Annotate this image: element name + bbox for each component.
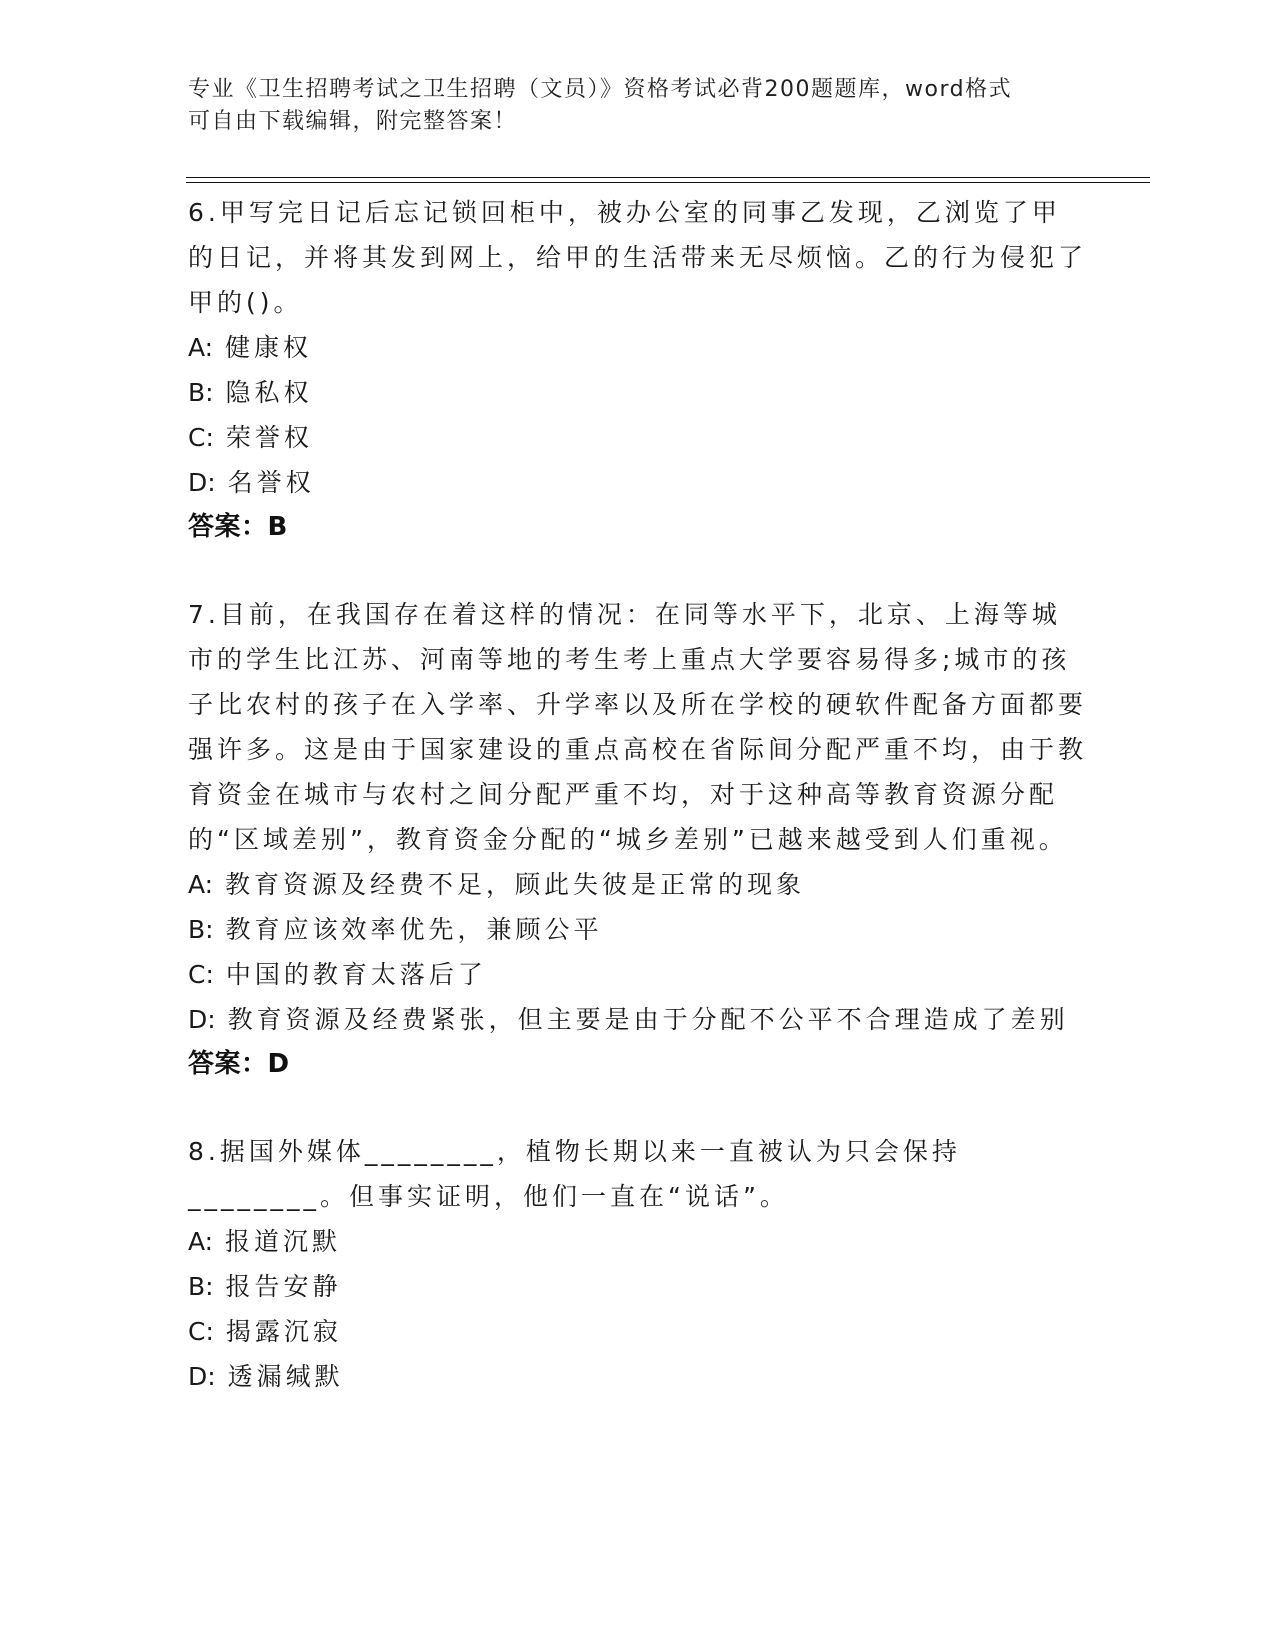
option-letter: A: bbox=[188, 333, 214, 362]
option-letter: C: bbox=[188, 960, 214, 989]
option-d bbox=[188, 997, 1088, 1042]
header-rule-top bbox=[186, 177, 1150, 178]
option-letter: C: bbox=[188, 1317, 214, 1346]
option-text: 教育资源及经费紧张，但主要是由于分配不公平不合理造成了差别 bbox=[227, 1005, 1069, 1034]
option-text: 隐私权 bbox=[225, 378, 313, 407]
question-gap bbox=[188, 1087, 1088, 1129]
option-a bbox=[188, 325, 1088, 370]
question-list bbox=[188, 190, 1088, 1399]
answer-label: 答案：B bbox=[188, 512, 288, 542]
option-text: 教育资源及经费不足，顾此失彼是正常的现象 bbox=[225, 870, 806, 899]
option-a bbox=[188, 862, 1088, 907]
option-letter: B: bbox=[188, 378, 214, 407]
option-letter: A: bbox=[188, 870, 214, 899]
option-d bbox=[188, 1354, 1088, 1399]
question-6 bbox=[188, 190, 1088, 550]
question-stem: 6.甲写完日记后忘记锁回柜中，被办公室的同事乙发现，乙浏览了甲的日记，并将其发到网上，给甲的生活带来无尽烦恼。乙的行为侵犯了甲的()。 bbox=[188, 198, 1088, 317]
option-letter: B: bbox=[188, 1272, 214, 1301]
question-gap bbox=[188, 550, 1088, 592]
option-text: 健康权 bbox=[225, 333, 313, 362]
option-letter: D: bbox=[188, 1362, 216, 1391]
question-stem: 8.据国外媒体________，植物长期以来一直被认为只会保持________。但事实证明，他们一直在“说话”。 bbox=[188, 1137, 961, 1211]
option-c bbox=[188, 952, 1088, 997]
option-letter: A: bbox=[188, 1227, 214, 1256]
option-b bbox=[188, 907, 1088, 952]
option-text: 透漏缄默 bbox=[227, 1362, 344, 1391]
question-stem: 7.目前，在我国存在着这样的情况：在同等水平下，北京、上海等城市的学生比江苏、河南等地的考生考上重点大学要容易得多;城市的孩子比农村的孩子在入学率、升学率以及所在学校的硬软件配备方面都要强许多。这是由于国家建设的重点高校在省际间分配严重不均，由于教育资金在城市与农村之间分配严重不均，对于这种高等教育资源分配的“区域差别”，教育资金分配的“城乡差别”已越来越受到人们重视。 bbox=[188, 600, 1088, 854]
header-rule-bottom bbox=[186, 182, 1150, 183]
option-text: 教育应该效率优先，兼顾公平 bbox=[225, 915, 603, 944]
option-letter: D: bbox=[188, 468, 216, 497]
option-letter: D: bbox=[188, 1005, 216, 1034]
option-text: 名誉权 bbox=[227, 468, 315, 497]
option-c bbox=[188, 1309, 1088, 1354]
document-header bbox=[188, 74, 1088, 138]
option-text: 报道沉默 bbox=[225, 1227, 342, 1256]
option-d bbox=[188, 460, 1088, 505]
option-text: 揭露沉寂 bbox=[225, 1317, 342, 1346]
option-text: 中国的教育太落后了 bbox=[225, 960, 487, 989]
option-a bbox=[188, 1219, 1088, 1264]
option-letter: C: bbox=[188, 423, 214, 452]
answer-label: 答案：D bbox=[188, 1049, 290, 1079]
option-text: 报告安静 bbox=[225, 1272, 342, 1301]
option-c bbox=[188, 415, 1088, 460]
question-7 bbox=[188, 592, 1088, 1087]
option-text: 荣誉权 bbox=[225, 423, 313, 452]
header-line-1: 专业《卫生招聘考试之卫生招聘（文员）》资格考试必背200题题库，word格式 bbox=[188, 77, 1013, 102]
option-b bbox=[188, 370, 1088, 415]
header-line-2: 可自由下载编辑，附完整答案！ bbox=[188, 109, 518, 134]
option-letter: B: bbox=[188, 915, 214, 944]
option-b bbox=[188, 1264, 1088, 1309]
question-8 bbox=[188, 1129, 1088, 1399]
